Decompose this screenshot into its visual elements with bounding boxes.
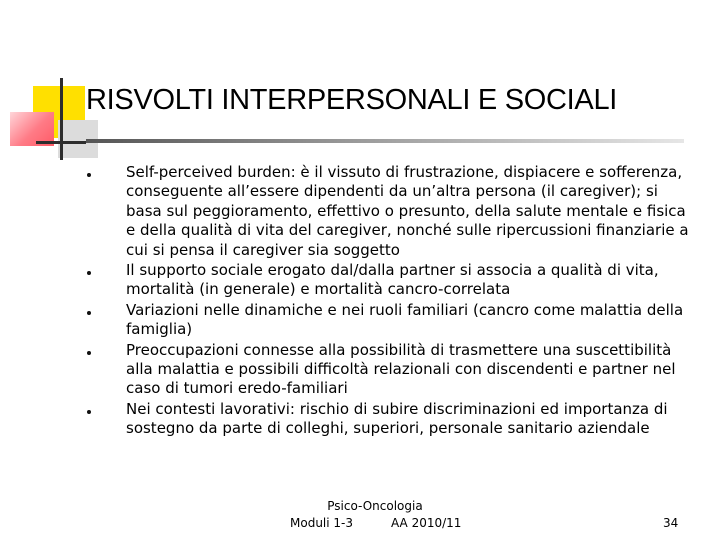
page-number: 34 xyxy=(663,516,679,530)
bullet-item xyxy=(0,341,720,399)
bullet-icon xyxy=(87,271,91,275)
title-underline xyxy=(86,139,684,143)
bullet-list xyxy=(0,163,720,440)
bullet-text: Self-perceived burden: è il vissuto di frustrazione, dispiacere e sofferenza, conseguente all’essere dipendenti da un’altra persona (il caregiver); si basa sul peggioramento, effettivo o presunto, della salute mentale e fisica e della qualità di vita del caregiver, nonché sulle ripercussioni finanziarie a cui si pensa il caregiver sia soggetto xyxy=(126,163,689,259)
bullet-icon xyxy=(87,410,91,414)
slide-footer xyxy=(0,498,720,534)
slide-title: RISVOLTI INTERPERSONALI E SOCIALI xyxy=(86,84,618,116)
bullet-icon xyxy=(87,351,91,355)
footer-modules: Moduli 1-3 xyxy=(290,516,353,530)
bullet-text: Il supporto sociale erogato dal/dalla partner si associa a qualità di vita, mortalità (in generale) e mortalità cancro-correlata xyxy=(126,261,659,299)
bullet-text: Nei contesti lavorativi: rischio di subire discriminazioni ed importanza di sostegno da parte di colleghi, superiori, personale sanitario aziendale xyxy=(126,399,668,438)
decor-horizontal-line xyxy=(36,141,86,144)
bullet-item xyxy=(0,301,720,340)
bullet-icon xyxy=(87,311,91,315)
bullet-item xyxy=(0,261,720,300)
decor-vertical-line xyxy=(60,78,63,160)
bullet-text: Preoccupazioni connesse alla possibilità di trasmettere una suscettibilità alla malattia e possibili difficoltà relazionali con discendenti e partner nel caso di tumori eredo-familiari xyxy=(126,340,676,398)
bullet-item xyxy=(0,163,720,260)
footer-year: AA 2010/11 xyxy=(391,516,462,530)
bullet-item xyxy=(0,400,720,439)
footer-course: Psico-Oncologia xyxy=(327,499,423,513)
bullet-icon xyxy=(87,173,91,177)
bullet-text: Variazioni nelle dinamiche e nei ruoli familiari (cancro come malattia della famiglia) xyxy=(126,300,684,339)
